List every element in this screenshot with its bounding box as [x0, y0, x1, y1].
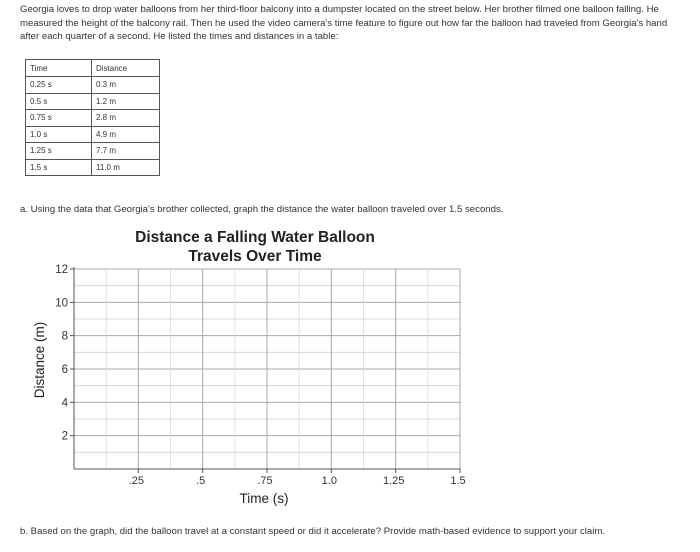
header-distance: Distance [92, 60, 160, 77]
header-time: Time [26, 60, 92, 77]
cell-distance: 0.3 m [92, 77, 160, 94]
axes [70, 267, 460, 473]
x-tick-label: 1.0 [321, 475, 337, 487]
x-tick-label: .75 [257, 475, 273, 487]
y-tick-label: 8 [61, 330, 68, 343]
cell-distance: 2.8 m [92, 110, 160, 127]
question-b: b. Based on the graph, did the balloon travel at a constant speed or did it accelerate? Provide math-based evidence to support your claim. [20, 526, 606, 537]
cell-time: 0.75 s [26, 110, 92, 127]
x-tick-label: 1.5 [450, 475, 466, 487]
tick-labels [55, 264, 465, 487]
cell-distance: 4.9 m [92, 126, 160, 143]
cell-time: 1.0 s [26, 126, 92, 143]
y-tick-label: 4 [61, 397, 68, 410]
cell-distance: 11.0 m [92, 159, 160, 176]
y-tick-label: 12 [55, 264, 68, 276]
cell-time: 1.25 s [26, 143, 92, 160]
grid-lines [74, 269, 460, 469]
cell-time: 1.5 s [26, 159, 92, 176]
question-a: a. Using the data that Georgia's brother collected, graph the distance the water balloon traveled over 1.5 seconds. [20, 204, 504, 215]
y-tick-label: 2 [61, 430, 68, 443]
cell-time: 0.25 s [26, 77, 92, 94]
y-tick-label: 6 [61, 364, 68, 376]
cell-distance: 7.7 m [92, 143, 160, 160]
y-axis-label: Distance (m) [32, 321, 47, 399]
cell-distance: 1.2 m [92, 93, 160, 110]
cell-time: 0.5 s [26, 93, 92, 110]
y-tick-label: 10 [55, 297, 68, 310]
problem-intro: Georgia loves to drop water balloons from her third-floor balcony into a dumpster located on the street below. Her brother filmed one balloon falling. He measured the height of the balcony rail. Then he used the video camera's time feature to figure out how far the balloon had traveled from Georgia's hand after each quarter of a second. He listed the times and distances in a table: [20, 4, 668, 42]
x-tick-label: .5 [196, 475, 206, 487]
chart-title-line-1: Distance a Falling Water Balloon [135, 229, 375, 246]
x-axis-label: Time (s) [239, 491, 289, 506]
x-tick-label: .25 [128, 475, 144, 487]
x-tick-label: 1.25 [382, 475, 405, 487]
chart-title-line-2: Travels Over Time [188, 248, 322, 265]
